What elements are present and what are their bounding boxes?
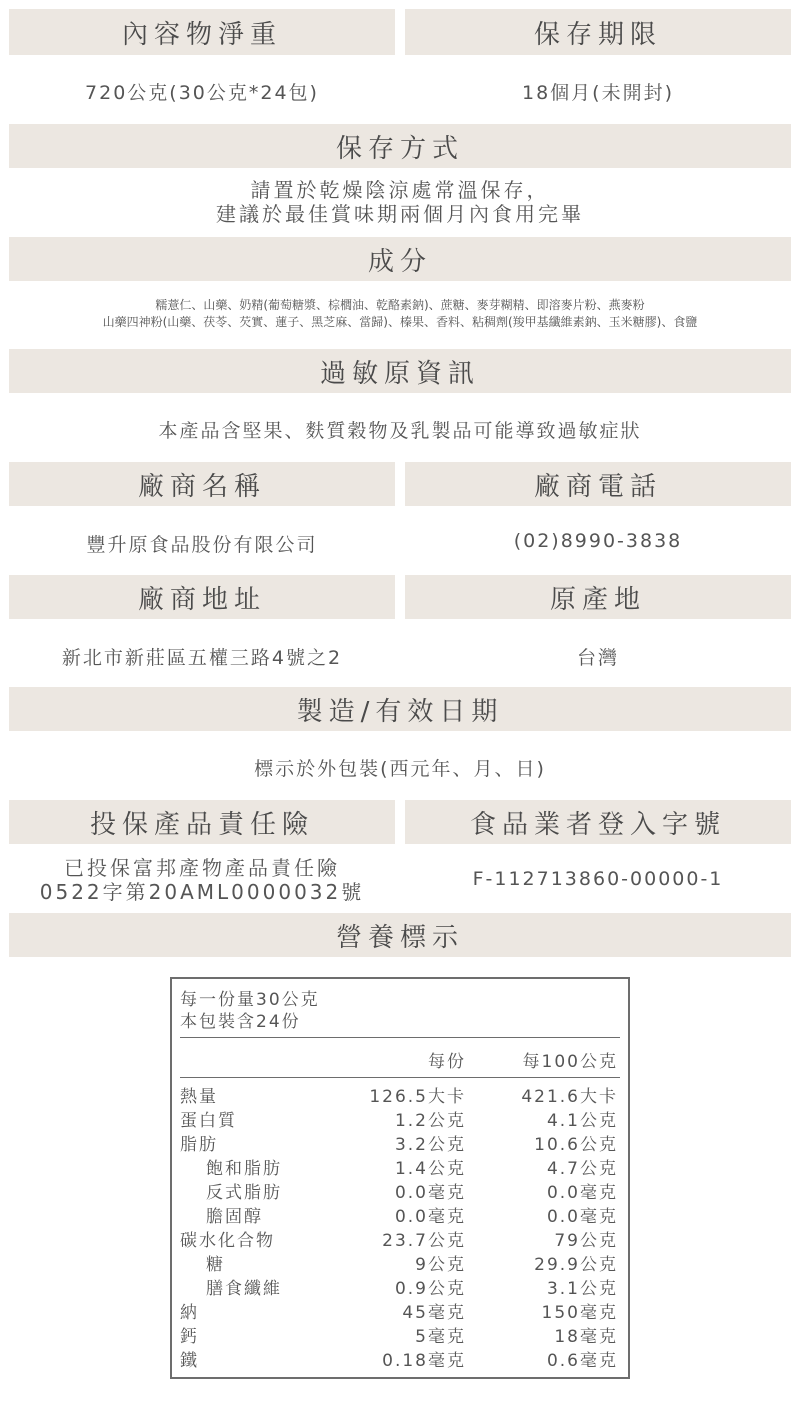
net-weight-value: 720公克(30公克*24包)	[85, 82, 319, 104]
nutrition-table	[170, 977, 630, 1379]
serving-info	[180, 989, 320, 1033]
nutrition-row	[172, 1325, 628, 1349]
insurance-header	[9, 800, 395, 844]
per-serving-value: 1.2公克	[394, 1111, 466, 1131]
per-100g-value: 4.7公克	[546, 1159, 618, 1179]
net-weight-header	[9, 9, 395, 55]
origin-label: 原產地	[549, 584, 646, 615]
per-serving-value: 1.4公克	[394, 1159, 466, 1179]
nutrient-name: 反式脂肪	[206, 1183, 282, 1203]
per-serving-value: 5毫克	[415, 1327, 466, 1347]
nutrition-row	[172, 1277, 628, 1301]
col-per-100g: 每100公克	[522, 1052, 618, 1072]
nutrient-name: 飽和脂肪	[206, 1159, 282, 1179]
mfg-date-header	[9, 687, 791, 731]
ingredients-value	[9, 297, 791, 331]
registration-label: 食品業者登入字號	[469, 809, 726, 840]
nutrient-name: 膳食纖維	[206, 1279, 282, 1299]
nutrition-header	[9, 913, 791, 957]
shelf-life-label: 保存期限	[533, 19, 662, 50]
maker-phone-value: (02)8990-3838	[513, 530, 683, 552]
col-per-serving: 每份	[428, 1052, 466, 1072]
per-100g-value: 10.6公克	[534, 1135, 618, 1155]
maker-address-value: 新北市新莊區五權三路4號之2	[61, 647, 343, 669]
per-100g-value: 79公克	[554, 1231, 618, 1251]
per-serving-value: 0.0毫克	[394, 1207, 466, 1227]
maker-name-value: 豐升原食品股份有限公司	[86, 534, 318, 556]
nutrition-row	[172, 1229, 628, 1253]
nutrition-label: 營養標示	[335, 922, 464, 953]
per-100g-value: 4.1公克	[546, 1111, 618, 1131]
per-100g-value: 3.1公克	[546, 1279, 618, 1299]
maker-address-header	[9, 575, 395, 619]
serving-size: 每一份量30公克	[180, 990, 320, 1010]
maker-phone-header	[405, 462, 791, 506]
origin-header	[405, 575, 791, 619]
nutrient-name: 碳水化合物	[180, 1231, 275, 1251]
storage-label: 保存方式	[335, 133, 464, 164]
nutrient-name: 脂肪	[180, 1135, 218, 1155]
nutrition-row	[172, 1157, 628, 1181]
per-serving-value: 45毫克	[402, 1303, 466, 1323]
mfg-date-label: 製造/有效日期	[296, 696, 504, 727]
insurance-label: 投保產品責任險	[89, 809, 314, 840]
nutrient-name: 納	[180, 1303, 199, 1323]
nutrient-name: 蛋白質	[180, 1111, 237, 1131]
allergen-value: 本產品含堅果、麩質穀物及乳製品可能導致過敏症狀	[158, 420, 642, 442]
storage-value	[9, 178, 791, 226]
per-serving-value: 126.5大卡	[369, 1087, 466, 1107]
allergen-header	[9, 349, 791, 393]
shelf-life-header	[405, 9, 791, 55]
ingredients-label: 成分	[367, 246, 432, 277]
insurance-value	[9, 856, 395, 904]
servings-per-package: 本包裝含24份	[180, 1012, 301, 1032]
per-serving-value: 9公克	[415, 1255, 466, 1275]
per-100g-value: 421.6大卡	[521, 1087, 618, 1107]
maker-phone-label: 廠商電話	[533, 471, 662, 502]
nutrition-row	[172, 1301, 628, 1325]
ingredients-header	[9, 237, 791, 281]
registration-header	[405, 800, 791, 844]
nutrition-row	[172, 1085, 628, 1109]
maker-name-header	[9, 462, 395, 506]
nutrient-name: 糖	[206, 1255, 225, 1275]
storage-line-2: 建議於最佳賞味期兩個月內食用完畢	[216, 202, 584, 226]
divider-top	[180, 1037, 620, 1038]
net-weight-label: 內容物淨重	[121, 19, 282, 50]
per-serving-value: 0.9公克	[394, 1279, 466, 1299]
insurance-line-1: 已投保富邦產物產品責任險	[64, 856, 340, 880]
per-100g-value: 150毫克	[541, 1303, 618, 1323]
storage-line-1: 請置於乾燥陰涼處常溫保存，	[250, 178, 550, 202]
per-serving-value: 0.18毫克	[382, 1351, 466, 1371]
ingredients-line-2: 山藥四神粉(山藥、茯苓、芡實、蓮子、黑芝麻、當歸)、榛果、香料、粘稠劑(羧甲基纖維素鈉、玉米糖膠)、食鹽	[102, 315, 698, 329]
ingredients-line-1: 糯薏仁、山藥、奶精(葡萄糖漿、棕櫚油、乾酪素鈉)、蔗糖、麥芽糊精、即溶麥片粉、燕麥粉	[155, 298, 645, 312]
nutrition-column-headers	[172, 1047, 628, 1073]
nutrition-row	[172, 1349, 628, 1373]
per-100g-value: 0.6毫克	[546, 1351, 618, 1371]
registration-value: F-112713860-00000-1	[472, 868, 724, 890]
per-serving-value: 3.2公克	[394, 1135, 466, 1155]
per-100g-value: 29.9公克	[534, 1255, 618, 1275]
allergen-label: 過敏原資訊	[319, 358, 480, 389]
origin-value: 台灣	[576, 647, 619, 669]
divider-header	[180, 1077, 620, 1078]
insurance-line-2: 0522字第20AML0000032號	[39, 880, 365, 904]
nutrition-row	[172, 1133, 628, 1157]
maker-address-label: 廠商地址	[137, 584, 266, 615]
shelf-life-value: 18個月(未開封)	[521, 82, 674, 104]
storage-header	[9, 124, 791, 168]
nutrient-name: 鈣	[180, 1327, 199, 1347]
nutrient-name: 膽固醇	[206, 1207, 263, 1227]
nutrition-row	[172, 1109, 628, 1133]
per-serving-value: 23.7公克	[382, 1231, 466, 1251]
per-100g-value: 0.0毫克	[546, 1207, 618, 1227]
mfg-date-value: 標示於外包裝(西元年、月、日)	[254, 758, 546, 780]
per-100g-value: 0.0毫克	[546, 1183, 618, 1203]
maker-name-label: 廠商名稱	[137, 471, 266, 502]
nutrient-name: 鐵	[180, 1351, 199, 1371]
per-100g-value: 18毫克	[554, 1327, 618, 1347]
nutrition-row	[172, 1181, 628, 1205]
nutrient-name: 熱量	[180, 1087, 218, 1107]
nutrition-row	[172, 1205, 628, 1229]
nutrition-row	[172, 1253, 628, 1277]
per-serving-value: 0.0毫克	[394, 1183, 466, 1203]
